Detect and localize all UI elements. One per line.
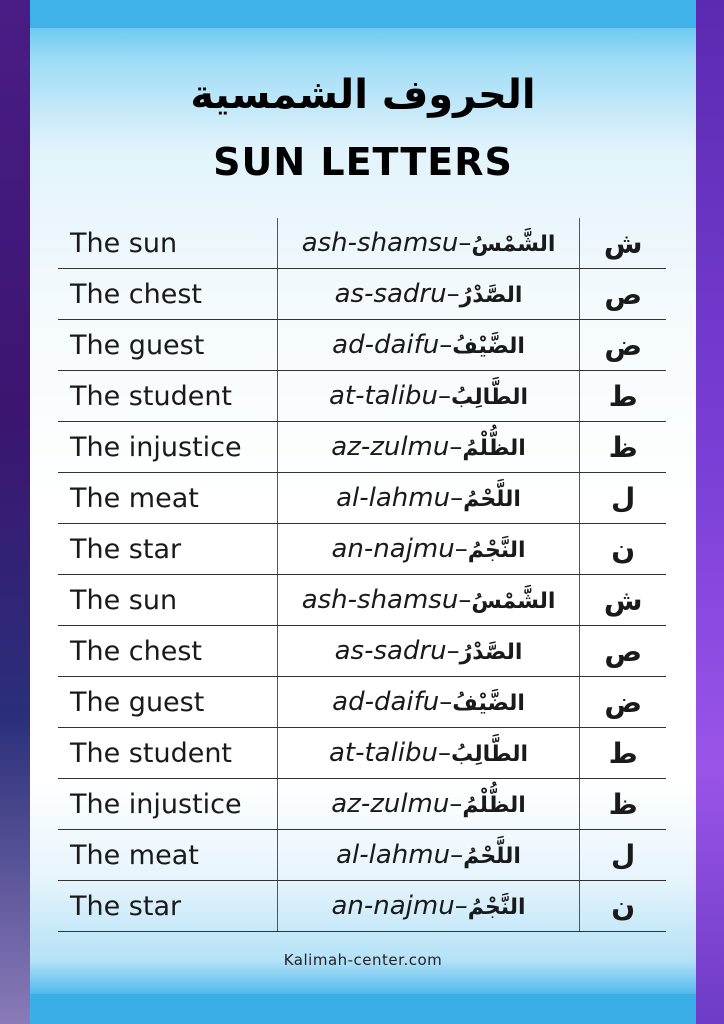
transliteration: al-lahmu xyxy=(336,840,451,870)
table-row xyxy=(58,677,666,728)
word-cell xyxy=(277,473,580,524)
word-cell xyxy=(277,677,580,728)
dash-separator: – xyxy=(449,432,463,462)
arabic-word: الظُّلْمُ xyxy=(462,436,526,461)
transliteration: ash-shamsu xyxy=(301,228,459,258)
english-meaning: The injustice xyxy=(58,422,277,473)
title-english: SUN LETTERS xyxy=(213,140,513,184)
word-cell xyxy=(277,320,580,371)
dash-separator: – xyxy=(439,330,453,360)
english-meaning: The student xyxy=(58,728,277,779)
english-meaning: The star xyxy=(58,881,277,932)
table-row xyxy=(58,320,666,371)
english-meaning: The meat xyxy=(58,830,277,881)
arabic-word: الضَّيْفُ xyxy=(452,691,525,716)
arabic-word: اللَّحْمُ xyxy=(463,844,521,869)
dash-separator: – xyxy=(439,687,453,717)
word-cell xyxy=(277,269,580,320)
word-cell xyxy=(277,830,580,881)
sun-letter: ظ xyxy=(580,779,666,830)
english-meaning: The guest xyxy=(58,320,277,371)
dash-separator: – xyxy=(454,534,468,564)
dash-separator: – xyxy=(454,891,468,921)
english-meaning: The guest xyxy=(58,677,277,728)
transliteration: ad-daifu xyxy=(332,687,440,717)
word-cell xyxy=(277,524,580,575)
sun-letter: ن xyxy=(580,881,666,932)
word-cell xyxy=(277,728,580,779)
dash-separator: – xyxy=(450,483,464,513)
arabic-word: الشَّمْسُ xyxy=(471,232,556,257)
arabic-word: النَّجْمُ xyxy=(467,895,526,920)
footer-website: Kalimah-center.com xyxy=(283,951,443,969)
english-meaning: The sun xyxy=(58,218,277,269)
arabic-word: الطَّالِبُ xyxy=(451,385,529,410)
arabic-word: الضَّيْفُ xyxy=(452,334,525,359)
dash-separator: – xyxy=(458,228,472,258)
transliteration: at-talibu xyxy=(328,738,439,768)
sun-letter: ظ xyxy=(580,422,666,473)
english-meaning: The chest xyxy=(58,626,277,677)
table-row xyxy=(58,218,666,269)
dash-separator: – xyxy=(446,636,460,666)
table-row xyxy=(58,473,666,524)
table-row xyxy=(58,626,666,677)
english-meaning: The star xyxy=(58,524,277,575)
word-cell xyxy=(277,575,580,626)
dash-separator: – xyxy=(450,840,464,870)
arabic-word: اللَّحْمُ xyxy=(463,487,521,512)
sun-letter: ص xyxy=(580,269,666,320)
top-accent-strip xyxy=(30,0,696,28)
transliteration: ad-daifu xyxy=(332,330,440,360)
sun-letter: ش xyxy=(580,218,666,269)
english-meaning: The student xyxy=(58,371,277,422)
bottom-accent-strip xyxy=(30,994,696,1024)
sun-letter: ض xyxy=(580,677,666,728)
english-meaning: The sun xyxy=(58,575,277,626)
word-cell xyxy=(277,218,580,269)
transliteration: al-lahmu xyxy=(336,483,451,513)
table-row xyxy=(58,269,666,320)
table-row xyxy=(58,524,666,575)
word-cell xyxy=(277,422,580,473)
table-row xyxy=(58,422,666,473)
word-cell xyxy=(277,626,580,677)
english-meaning: The chest xyxy=(58,269,277,320)
dash-separator: – xyxy=(446,279,460,309)
table-row xyxy=(58,779,666,830)
title-arabic: الحروف الشمسية xyxy=(190,72,536,118)
transliteration: at-talibu xyxy=(328,381,439,411)
table-row xyxy=(58,881,666,932)
table-row xyxy=(58,830,666,881)
dash-separator: – xyxy=(438,381,452,411)
word-cell xyxy=(277,371,580,422)
table-row xyxy=(58,371,666,422)
transliteration: as-sadru xyxy=(334,279,447,309)
sun-letter: ن xyxy=(580,524,666,575)
sun-letter: ل xyxy=(580,830,666,881)
word-cell xyxy=(277,881,580,932)
transliteration: az-zulmu xyxy=(331,432,450,462)
arabic-word: النَّجْمُ xyxy=(467,538,526,563)
table-row xyxy=(58,575,666,626)
arabic-word: الصَّدْرُ xyxy=(459,283,523,308)
english-meaning: The injustice xyxy=(58,779,277,830)
transliteration: ash-shamsu xyxy=(301,585,459,615)
arabic-word: الشَّمْسُ xyxy=(471,589,556,614)
sun-letter: ط xyxy=(580,371,666,422)
sun-letter: ش xyxy=(580,575,666,626)
table-row xyxy=(58,728,666,779)
sun-letter: ل xyxy=(580,473,666,524)
transliteration: as-sadru xyxy=(334,636,447,666)
sun-letter: ص xyxy=(580,626,666,677)
arabic-word: الظُّلْمُ xyxy=(462,793,526,818)
sun-letters-table xyxy=(58,218,666,932)
dash-separator: – xyxy=(438,738,452,768)
english-meaning: The meat xyxy=(58,473,277,524)
arabic-word: الصَّدْرُ xyxy=(459,640,523,665)
transliteration: an-najmu xyxy=(331,891,455,921)
sun-letter: ط xyxy=(580,728,666,779)
transliteration: az-zulmu xyxy=(331,789,450,819)
sun-letter: ض xyxy=(580,320,666,371)
word-cell xyxy=(277,779,580,830)
arabic-word: الطَّالِبُ xyxy=(451,742,529,767)
dash-separator: – xyxy=(449,789,463,819)
transliteration: an-najmu xyxy=(331,534,455,564)
dash-separator: – xyxy=(458,585,472,615)
